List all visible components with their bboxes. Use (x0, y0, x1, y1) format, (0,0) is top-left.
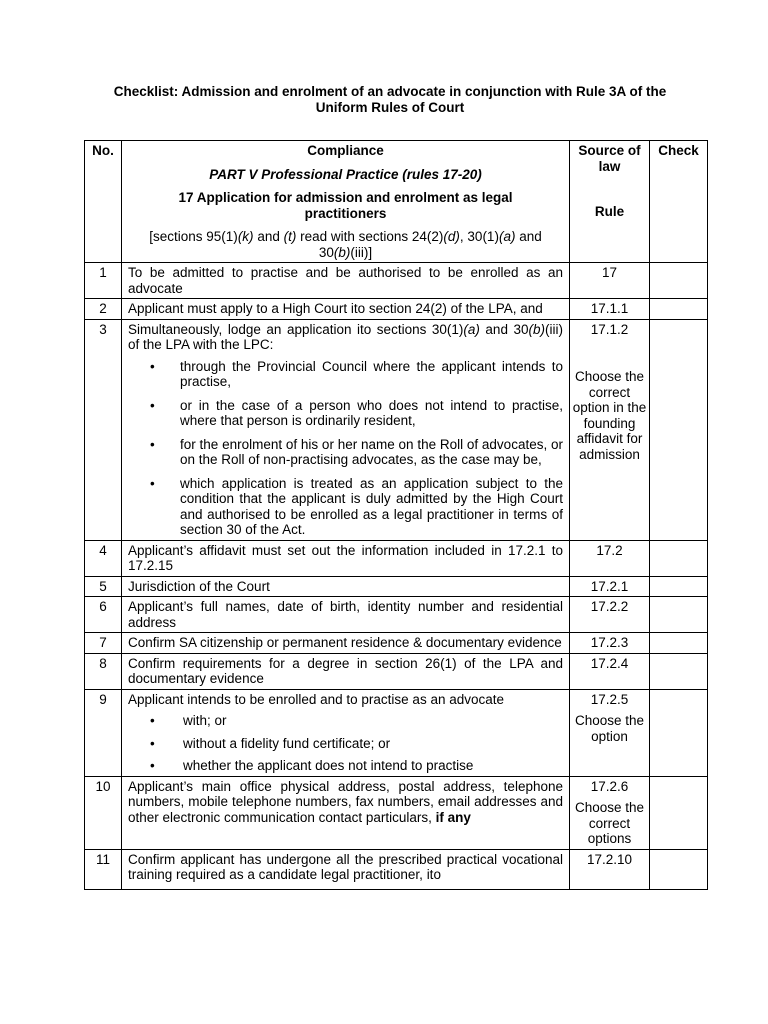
row-10-source: 17.2.6 (590, 778, 629, 794)
table-row (85, 540, 708, 576)
row-3-intro (128, 322, 563, 353)
sections-text-5: and 30 (318, 229, 542, 260)
check-cell[interactable] (650, 653, 708, 689)
check-cell[interactable] (650, 576, 708, 597)
row-number: 8 (85, 653, 122, 689)
list-item: • which application is treated as an application subject to the condition that the applicant is duly admitted by the High Court and authorised to be enrolled as a legal practitioner in terms of section 30 of the Act. (128, 476, 563, 538)
row-source: 17.2.3 (570, 633, 650, 654)
row-compliance: Applicant must apply to a High Court ito section 24(2) of the LPA, and (122, 299, 570, 320)
list-item: • or in the case of a person who does not intend to practise, where that person is ordinarily resident, (128, 398, 563, 429)
row-source: 17.2.10 (570, 849, 650, 889)
sections-k: (k) (237, 229, 254, 244)
list-item: • through the Provincial Council where the applicant intends to practise, (128, 359, 563, 390)
row-number: 5 (85, 576, 122, 597)
row-compliance (122, 319, 570, 540)
table-row (85, 263, 708, 299)
header-source (570, 141, 650, 263)
row-number: 10 (85, 776, 122, 849)
checklist-table (84, 140, 708, 890)
row-9-bullet-list (128, 713, 563, 774)
check-cell[interactable] (650, 689, 708, 776)
header-no: No. (85, 141, 122, 263)
row-compliance: Confirm SA citizenship or permanent residence & documentary evidence (122, 633, 570, 654)
rule-heading: 17 Application for admission and enrolment as legal practitioners (178, 190, 513, 221)
sections-text-6: (iii)] (350, 244, 373, 260)
row-3-bullet-list (128, 359, 563, 538)
row-number: 6 (85, 597, 122, 633)
row-3-text-2: and 30 (479, 321, 529, 337)
row-source (570, 319, 650, 540)
sections-text-1: [sections 95(1) (149, 229, 238, 244)
check-cell[interactable] (650, 299, 708, 320)
table-row (85, 689, 708, 776)
row-compliance: Applicant’s full names, date of birth, identity number and residential address (122, 597, 570, 633)
row-10-text: Applicant’s main office physical address, postal address, telephone numbers, mobile telephone numbers, fax numbers, email addresses and other electronic communication contact particulars, (128, 778, 563, 825)
row-number: 2 (85, 299, 122, 320)
row-source (570, 776, 650, 849)
row-number: 9 (85, 689, 122, 776)
title-line-1: Checklist: Admission and enrolment of an advocate in conjunction with Rule 3A of the (113, 84, 667, 99)
sections-reference (128, 229, 563, 260)
row-9-intro: Applicant intends to be enrolled and to practise as an advocate (128, 691, 505, 707)
check-cell[interactable] (650, 633, 708, 654)
list-item: • with; or (128, 713, 563, 729)
row-3-text-a: (a) (463, 321, 480, 337)
sections-a: (a) (498, 229, 516, 244)
list-item: • whether the applicant does not intend to practise (128, 758, 563, 774)
row-number: 4 (85, 540, 122, 576)
row-number: 11 (85, 849, 122, 889)
sections-d: (d) (443, 229, 460, 244)
row-compliance: Confirm requirements for a degree in section 26(1) of the LPA and documentary evidence (122, 653, 570, 689)
row-3-text-1: Simultaneously, lodge an application ito sections 30(1) (128, 321, 464, 337)
row-10-text-bold: if any (435, 809, 471, 825)
table-row (85, 633, 708, 654)
row-source (570, 689, 650, 776)
sections-t: (t) (283, 229, 297, 244)
rule-label: Rule (594, 204, 625, 219)
table-row (85, 597, 708, 633)
row-3-source-note: Choose the correct option in the founding affidavit for admission (572, 369, 647, 462)
row-source: 17.2.4 (570, 653, 650, 689)
header-row (85, 141, 708, 263)
check-cell[interactable] (650, 540, 708, 576)
row-9-source-note: Choose the option (574, 713, 645, 744)
header-check: Check (650, 141, 708, 263)
document-title (90, 84, 690, 116)
part-heading: PART V Professional Practice (rules 17-20) (209, 166, 482, 182)
row-3-text-b: (b) (528, 321, 545, 337)
row-source: 17.2.1 (570, 576, 650, 597)
source-heading-line-1: Source of (578, 143, 641, 158)
row-number: 3 (85, 319, 122, 540)
list-item: • for the enrolment of his or her name on the Roll of advocates, or on the Roll of non-practising advocates, as the case may be, (128, 437, 563, 468)
row-source: 17.2 (570, 540, 650, 576)
compliance-heading: Compliance (307, 143, 384, 158)
row-compliance: Confirm applicant has undergone all the prescribed practical vocational training required as a candidate legal practitioner, ito (122, 849, 570, 889)
check-cell[interactable] (650, 776, 708, 849)
row-compliance (122, 776, 570, 849)
source-heading-line-2: law (598, 158, 621, 174)
row-number: 7 (85, 633, 122, 654)
row-source: 17.2.2 (570, 597, 650, 633)
row-number: 1 (85, 263, 122, 299)
row-10-source-note: Choose the correct options (574, 800, 645, 846)
check-cell[interactable] (650, 849, 708, 889)
header-compliance (122, 141, 570, 263)
check-cell[interactable] (650, 263, 708, 299)
check-cell[interactable] (650, 597, 708, 633)
sections-text-4: , 30(1) (459, 229, 499, 244)
check-cell[interactable] (650, 319, 708, 540)
row-compliance (122, 689, 570, 776)
sections-text-2: and (253, 229, 284, 244)
row-compliance: Applicant’s affidavit must set out the information included in 17.2.1 to 17.2.15 (122, 540, 570, 576)
row-compliance: Jurisdiction of the Court (122, 576, 570, 597)
title-line-2: Uniform Rules of Court (315, 100, 465, 115)
row-source: 17.1.1 (570, 299, 650, 320)
row-source: 17 (570, 263, 650, 299)
sections-text-3: read with sections 24(2) (296, 229, 444, 244)
row-3-source: 17.1.2 (590, 321, 629, 337)
table-row (85, 849, 708, 889)
table-row (85, 653, 708, 689)
sections-b: (b) (333, 244, 351, 260)
table-row (85, 299, 708, 320)
table-row (85, 576, 708, 597)
table-row (85, 319, 708, 540)
table-row (85, 776, 708, 849)
row-9-source: 17.2.5 (590, 691, 629, 707)
row-compliance: To be admitted to practise and be authorised to be enrolled as an advocate (122, 263, 570, 299)
row-3-text-3: (iii) of the LPA with the LPC: (128, 321, 563, 352)
list-item: • without a fidelity fund certificate; or (128, 736, 563, 752)
